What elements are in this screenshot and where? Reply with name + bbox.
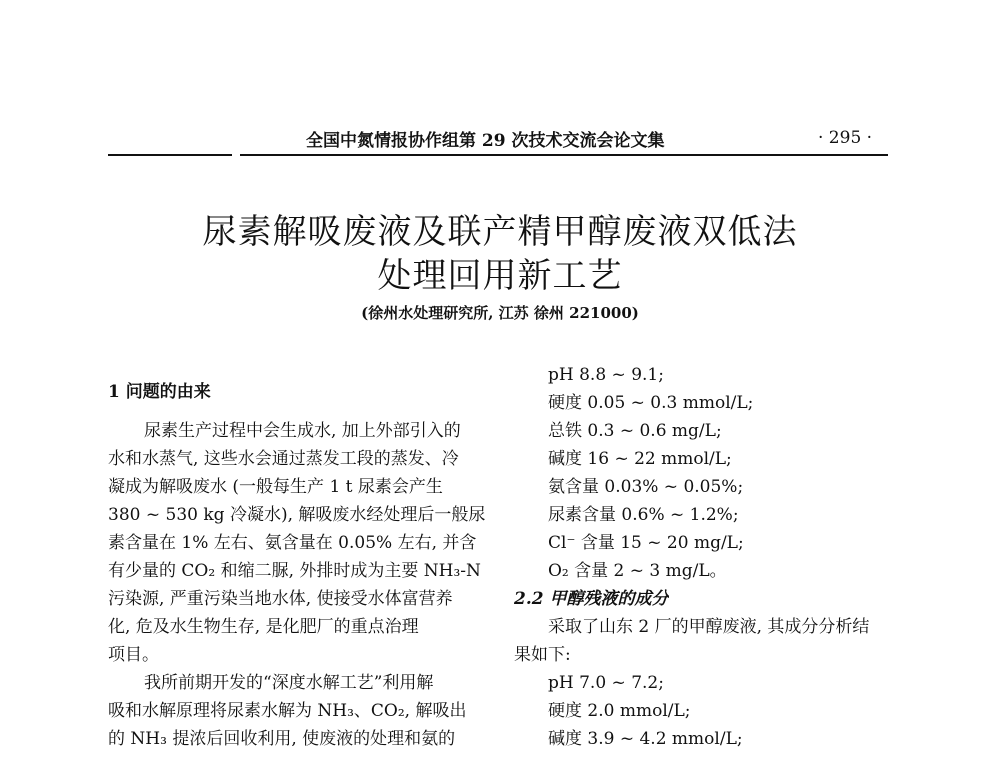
spec-item: 氨含量 0.03% ~ 0.05%;: [548, 477, 744, 497]
para1-line: 尿素生产过程中会生成水, 加上外部引入的: [144, 421, 461, 441]
spec-item: 尿素含量 0.6% ~ 1.2%;: [548, 505, 739, 525]
para1-line: 项目。: [108, 645, 159, 665]
section-1-heading: 1 问题的由来: [108, 382, 211, 402]
spec-item: pH 7.0 ~ 7.2;: [548, 673, 664, 693]
page-number: · 295 ·: [818, 128, 873, 148]
spec-item: O₂ 含量 2 ~ 3 mg/L。: [548, 561, 727, 581]
para1-line: 有少量的 CO₂ 和缩二脲, 外排时成为主要 NH₃-N: [108, 561, 481, 581]
spec-item: 总铁 0.3 ~ 0.6 mg/L;: [548, 421, 722, 441]
spec-item: 硬度 0.05 ~ 0.3 mmol/L;: [548, 393, 754, 413]
para1-line: 污染源, 严重污染当地水体, 使接受水体富营养: [108, 589, 453, 609]
para3-line: 果如下:: [514, 645, 571, 665]
header-rule-main: [240, 154, 888, 156]
para2-line: 吸和水解原理将尿素水解为 NH₃、CO₂, 解吸出: [108, 701, 467, 721]
spec-item: pH 8.8 ~ 9.1;: [548, 365, 664, 385]
spec-item: 碱度 3.9 ~ 4.2 mmol/L;: [548, 729, 743, 749]
para2-line: 的 NH₃ 提浓后回收利用, 使废液的处理和氨的: [108, 729, 456, 749]
para3-line: 采取了山东 2 厂的甲醇废液, 其成分分析结: [548, 617, 870, 637]
author-affiliation: (徐州水处理研究所, 江苏 徐州 221000): [361, 304, 639, 322]
running-header-title: 全国中氮情报协作组第 29 次技术交流会论文集: [306, 131, 665, 151]
section-2-2-heading: 2.2 甲醇残液的成分: [514, 589, 669, 609]
para1-line: 380 ~ 530 kg 冷凝水), 解吸废水经处理后一般尿: [108, 505, 486, 525]
paper-title-line2: 处理回用新工艺: [377, 256, 623, 296]
paper-title-line1: 尿素解吸废液及联产精甲醇废液双低法: [202, 212, 798, 252]
spec-item: Cl⁻ 含量 15 ~ 20 mg/L;: [548, 533, 744, 553]
para1-line: 素含量在 1% 左右、氨含量在 0.05% 左右, 并含: [108, 533, 477, 553]
spec-item: 硬度 2.0 mmol/L;: [548, 701, 691, 721]
header-rule-left: [108, 154, 232, 156]
para2-line: 我所前期开发的“深度水解工艺”利用解: [144, 673, 434, 693]
para1-line: 水和水蒸气, 这些水会通过蒸发工段的蒸发、冷: [108, 449, 459, 469]
para1-line: 凝成为解吸废水 (一般每生产 1 t 尿素会产生: [108, 477, 443, 497]
para1-line: 化, 危及水生物生存, 是化肥厂的重点治理: [108, 617, 419, 637]
spec-item: 碱度 16 ~ 22 mmol/L;: [548, 449, 732, 469]
